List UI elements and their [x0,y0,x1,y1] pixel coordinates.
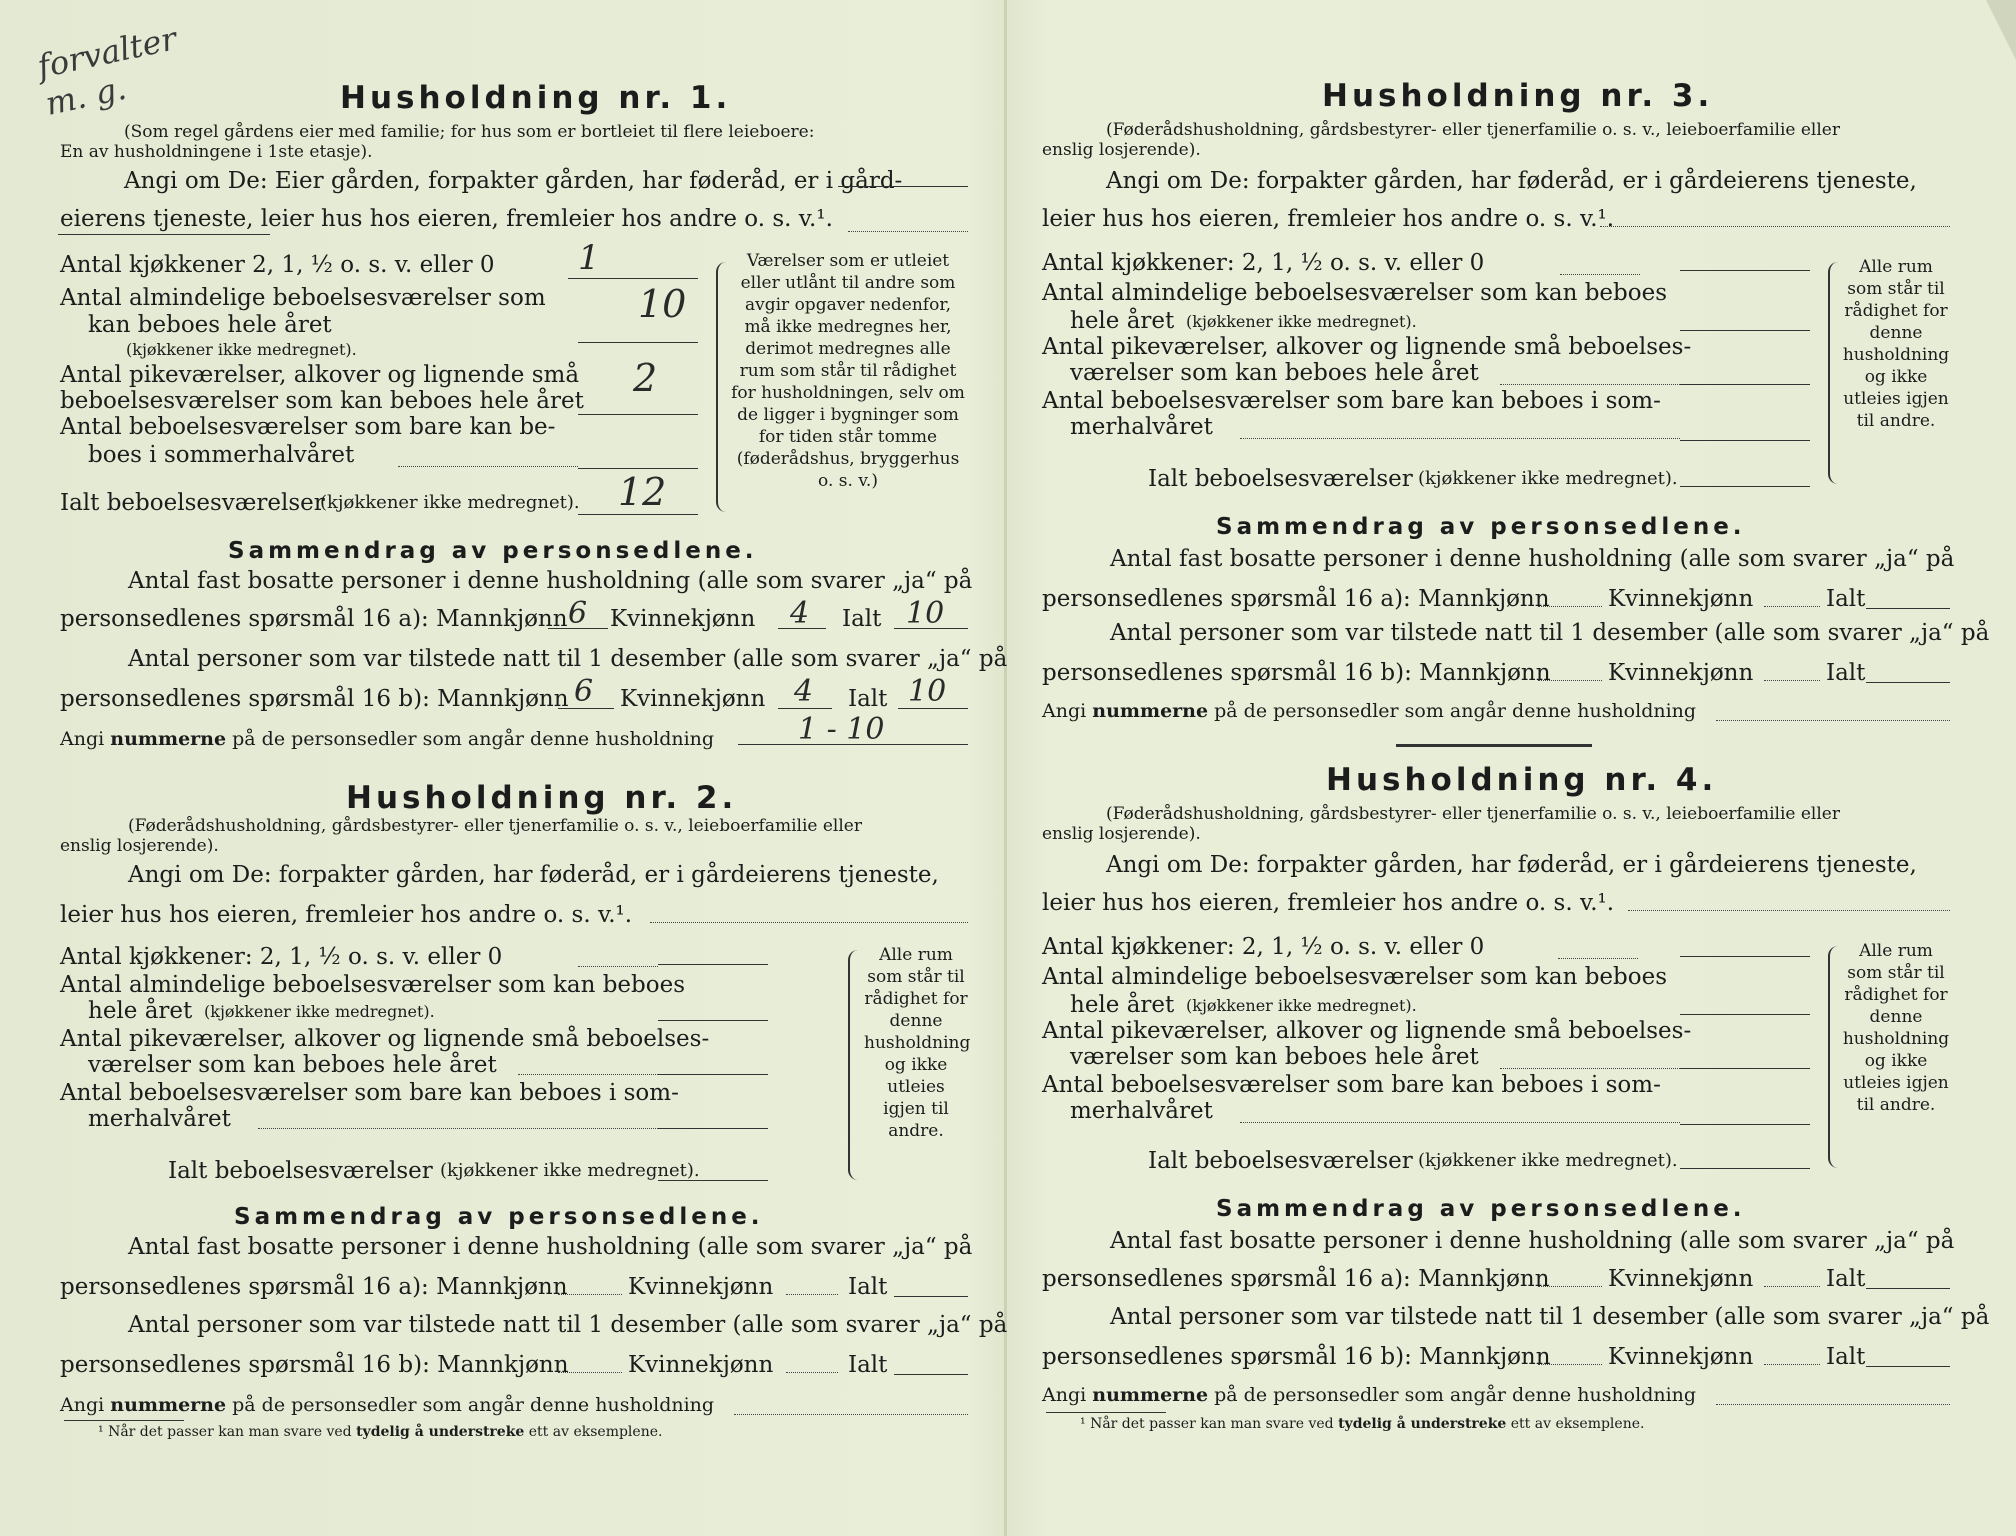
h2-fast-kvinne: Kvinnekjønn [628,1274,774,1300]
h2-tilst-kvinne: Kvinnekjønn [628,1352,774,1378]
h3-title: Husholdning nr. 3. [1322,78,1714,114]
h1-fast-ialt-label: Ialt [842,606,882,632]
h1-kjokken-value: 1 [578,238,600,278]
h1-alm-c: (kjøkkener ikke medregnet). [126,340,357,359]
h2-sommer-a: Antal beboelsesværelser som bare kan beboes i som- [60,1080,679,1106]
h4-intro-b: enslig losjerende). [1042,824,1201,844]
h3-alm-a: Antal almindelige beboelsesværelser som kan beboes [1042,280,1668,306]
h3-tilst-kvinne: Kvinnekjønn [1608,660,1754,686]
h1-fast-b: personsedlenes spørsmål 16 a): Mannkjønn [60,606,568,632]
h4-alm-b: hele året [1070,992,1175,1018]
h2-alm-b: hele året [88,998,193,1024]
h3-angi-b: leier hus hos eieren, fremleier hos andre o. s. v.¹. [1042,206,1615,232]
h3-sommer-a: Antal beboelsesværelser som bare kan beboes i som- [1042,388,1661,414]
right-page [1040,0,1990,1536]
h2-side-note: Alle rum som står til rådighet for denne husholdning og ikke utleies igjen til andre. [864,945,971,1141]
h2-footnote [98,1424,662,1440]
h1-pike-value: 2 [633,356,658,400]
h3-alm-b: hele året [1070,308,1175,334]
h4-tilst-kvinne: Kvinnekjønn [1608,1344,1754,1370]
h1-tilst-i: 10 [908,674,947,709]
h4-sommer-b: merhalvåret [1070,1098,1213,1124]
page-fold [1004,0,1007,1536]
h1-tilst-ialt-label: Ialt [848,686,888,712]
h2-alm-a: Antal almindelige beboelsesværelser som kan beboes [60,972,686,998]
footnote-b: tydelig å understreke [356,1424,525,1440]
h1-fast-kvinne: Kvinnekjønn [610,606,756,632]
left-page [58,0,1008,1536]
h1-nummer-angi: Angi [60,728,105,750]
h1-summary-title: Sammendrag av personsedlene. [228,538,758,564]
h3-angi-a: Angi om De: forpakter gården, har føderåd, er i gårdeierens tjeneste, [1106,168,1917,194]
footnote-c: ett av eksemplene. [528,1424,663,1440]
h1-tilst-k: 4 [794,674,814,709]
h2-summary-title: Sammendrag av personsedlene. [234,1204,764,1230]
h2-angi-a: Angi om De: forpakter gården, har føderåd, er i gårdeierens tjeneste, [128,862,939,888]
h3-tilst-b: personsedlenes spørsmål 16 b): Mannkjønn [1042,660,1551,686]
h3-tilst-ialt: Ialt [1826,660,1866,686]
footnote-a-right: ¹ Når det passer kan man svare ved [1080,1416,1334,1432]
h1-pike-a: Antal pikeværelser, alkover og lignende små [60,362,580,388]
h2-intro-b: enslig losjerende). [60,836,219,856]
h4-angi-b: leier hus hos eieren, fremleier hos andre o. s. v.¹. [1042,890,1615,916]
h3-kjokken-label: Antal kjøkkener: 2, 1, ½ o. s. v. eller 0 [1042,250,1485,276]
footnote-c-right: ett av eksemplene. [1510,1416,1645,1432]
h4-alm-a: Antal almindelige beboelsesværelser som kan beboes [1042,964,1668,990]
h3-alm-c: (kjøkkener ikke medregnet). [1186,312,1417,331]
h4-fast-ialt: Ialt [1826,1266,1866,1292]
h1-alm-b: kan beboes hele året [88,312,332,338]
h1-nummer-value: 1 - 10 [798,712,885,747]
h2-angi-b: leier hus hos eieren, fremleier hos andre o. s. v.¹. [60,902,633,928]
h3-pike-a: Antal pikeværelser, alkover og lignende små beboelses- [1042,334,1692,360]
h1-alm-value: 10 [638,282,687,326]
h1-intro-b: En av husholdningene i 1ste etasje). [60,142,373,162]
footnote-a: ¹ Når det passer kan man svare ved [98,1424,352,1440]
h4-sommer-a: Antal beboelsesværelser som bare kan beboes i som- [1042,1072,1661,1098]
h3-nummer [1042,700,1696,722]
h1-sommer-b: boes i sommerhalvåret [88,442,355,468]
h2-alm-c: (kjøkkener ikke medregnet). [204,1002,435,1021]
h3-intro-b: enslig losjerende). [1042,140,1201,160]
h3-ialt-label: Ialt beboelsesværelser [1148,466,1413,492]
h2-pike-a: Antal pikeværelser, alkover og lignende små beboelses- [60,1026,710,1052]
h4-fast-kvinne: Kvinnekjønn [1608,1266,1754,1292]
h4-tilst-b: personsedlenes spørsmål 16 b): Mannkjønn [1042,1344,1551,1370]
h3-fast-b: personsedlenes spørsmål 16 a): Mannkjønn [1042,586,1550,612]
h1-title: Husholdning nr. 1. [340,80,732,116]
margin-note: forvalter m. g. [34,19,180,123]
h3-nummer-text: på de personsedler som angår denne husholdning [1214,700,1697,722]
h4-nummer-text: på de personsedler som angår denne husholdning [1214,1384,1697,1406]
h1-sommer-a: Antal beboelsesværelser som bare kan be- [60,414,556,440]
h3-intro-a: (Føderådshusholdning, gårdsbestyrer- eller tjenerfamilie o. s. v., leieboerfamilie eller [1106,120,1840,140]
h1-side-note: Værelser som er utleiet eller utlånt til andre som avgir opgaver nedenfor, må ikke medregnes her, derimot medregnes alle rum som står til rådighet for husholdningen, selv om de ligger i bygninger som for tiden står tomme (føderådshus, bryggerhus o. s. v.) [731,251,965,491]
h4-intro-a: (Føderådshusholdning, gårdsbestyrer- eller tjenerfamilie o. s. v., leieboerfamilie eller [1106,804,1840,824]
h4-nummer [1042,1384,1696,1406]
h1-fast-i: 10 [906,596,945,631]
h1-nummer-bold: nummerne [110,728,227,750]
h2-nummer-angi: Angi [60,1394,105,1416]
h2-intro-a: (Føderådshusholdning, gårdsbestyrer- eller tjenerfamilie o. s. v., leieboerfamilie eller [128,816,862,836]
h1-nummer-text: på de personsedler som angår denne husholdning [232,728,715,750]
h2-kjokken-label: Antal kjøkkener: 2, 1, ½ o. s. v. eller 0 [60,944,503,970]
h3-summary-title: Sammendrag av personsedlene. [1216,514,1746,540]
torn-corner [1986,0,2016,60]
h4-kjokken-label: Antal kjøkkener: 2, 1, ½ o. s. v. eller 0 [1042,934,1485,960]
h1-tilst-m: 6 [574,674,594,709]
h2-tilst-b: personsedlenes spørsmål 16 b): Mannkjønn [60,1352,569,1378]
h4-pike-a: Antal pikeværelser, alkover og lignende små beboelses- [1042,1018,1692,1044]
h4-nummer-angi: Angi [1042,1384,1087,1406]
h1-tilst-b: personsedlenes spørsmål 16 b): Mannkjønn [60,686,569,712]
h1-alm-a: Antal almindelige beboelsesværelser som [60,285,546,311]
h4-title: Husholdning nr. 4. [1326,762,1718,798]
h1-nummer [60,728,714,750]
h1-angi-b: eierens tjeneste, leier hus hos eieren, fremleier hos andre o. s. v.¹. [60,206,833,232]
h2-nummer-text: på de personsedler som angår denne husholdning [232,1394,715,1416]
h3-side-note: Alle rum som står til rådighet for denne husholdning og ikke utleies igjen til andre. [1842,257,1950,431]
h4-footnote [1080,1416,1644,1432]
h3-fast-kvinne: Kvinnekjønn [1608,586,1754,612]
h1-ialt-note: (kjøkkener ikke medregnet). [320,492,580,513]
h2-title: Husholdning nr. 2. [346,780,738,816]
h1-tilst-a: Antal personer som var tilstede natt til 1 desember (alle som svarer „ja“ på [128,646,1008,672]
h2-ialt-label: Ialt beboelsesværelser [168,1158,433,1184]
h4-ialt-note: (kjøkkener ikke medregnet). [1418,1150,1678,1171]
h4-fast-b: personsedlenes spørsmål 16 a): Mannkjønn [1042,1266,1550,1292]
h3-pike-b: værelser som kan beboes hele året [1070,360,1479,386]
h4-pike-b: værelser som kan beboes hele året [1070,1044,1479,1070]
h2-nummer [60,1394,714,1416]
h1-ialt-label: Ialt beboelsesværelser [60,490,325,516]
h2-fast-ialt: Ialt [848,1274,888,1300]
h1-ialt-value: 12 [618,470,667,514]
h3-nummer-angi: Angi [1042,700,1087,722]
h4-angi-a: Angi om De: forpakter gården, har føderåd, er i gårdeierens tjeneste, [1106,852,1917,878]
h4-tilst-ialt: Ialt [1826,1344,1866,1370]
h2-tilst-ialt: Ialt [848,1352,888,1378]
h2-tilst-a: Antal personer som var tilstede natt til 1 desember (alle som svarer „ja“ på [128,1312,1008,1338]
h1-angi-a: Angi om De: Eier gården, forpakter gården, har føderåd, er i gård- [124,168,903,194]
h1-fast-k: 4 [790,596,810,631]
h1-fast-m: 6 [568,596,588,631]
h1-fast-a: Antal fast bosatte personer i denne husholdning (alle som svarer „ja“ på [128,568,973,594]
h4-side-note: Alle rum som står til rådighet for denne husholdning og ikke utleies igjen til andre. [1842,941,1950,1115]
h2-pike-b: værelser som kan beboes hele året [88,1052,497,1078]
h1-kjokken-label: Antal kjøkkener 2, 1, ½ o. s. v. eller 0 [60,252,495,278]
h2-sommer-b: merhalvåret [88,1106,231,1132]
h4-nummer-bold: nummerne [1092,1384,1209,1406]
h3-ialt-note: (kjøkkener ikke medregnet). [1418,468,1678,489]
h2-fast-b: personsedlenes spørsmål 16 a): Mannkjønn [60,1274,568,1300]
h3-nummer-bold: nummerne [1092,700,1209,722]
h2-fast-a: Antal fast bosatte personer i denne husholdning (alle som svarer „ja“ på [128,1234,973,1260]
h4-ialt-label: Ialt beboelsesværelser [1148,1148,1413,1174]
h3-tilst-a: Antal personer som var tilstede natt til 1 desember (alle som svarer „ja“ på [1110,620,1990,646]
h4-fast-a: Antal fast bosatte personer i denne husholdning (alle som svarer „ja“ på [1110,1228,1955,1254]
h4-summary-title: Sammendrag av personsedlene. [1216,1196,1746,1222]
h3-fast-a: Antal fast bosatte personer i denne husholdning (alle som svarer „ja“ på [1110,546,1955,572]
h1-intro-a: (Som regel gårdens eier med familie; for hus som er bortleiet til flere leieboere: [124,122,815,142]
footnote-b-right: tydelig å understreke [1338,1416,1507,1432]
h4-alm-c: (kjøkkener ikke medregnet). [1186,996,1417,1015]
h4-tilst-a: Antal personer som var tilstede natt til 1 desember (alle som svarer „ja“ på [1110,1304,1990,1330]
h2-ialt-note: (kjøkkener ikke medregnet). [440,1160,700,1181]
h3-fast-ialt: Ialt [1826,586,1866,612]
h1-pike-b: beboelsesværelser som kan beboes hele året [60,388,584,414]
h2-nummer-bold: nummerne [110,1394,227,1416]
h1-tilst-kvinne: Kvinnekjønn [620,686,766,712]
h3-sommer-b: merhalvåret [1070,414,1213,440]
